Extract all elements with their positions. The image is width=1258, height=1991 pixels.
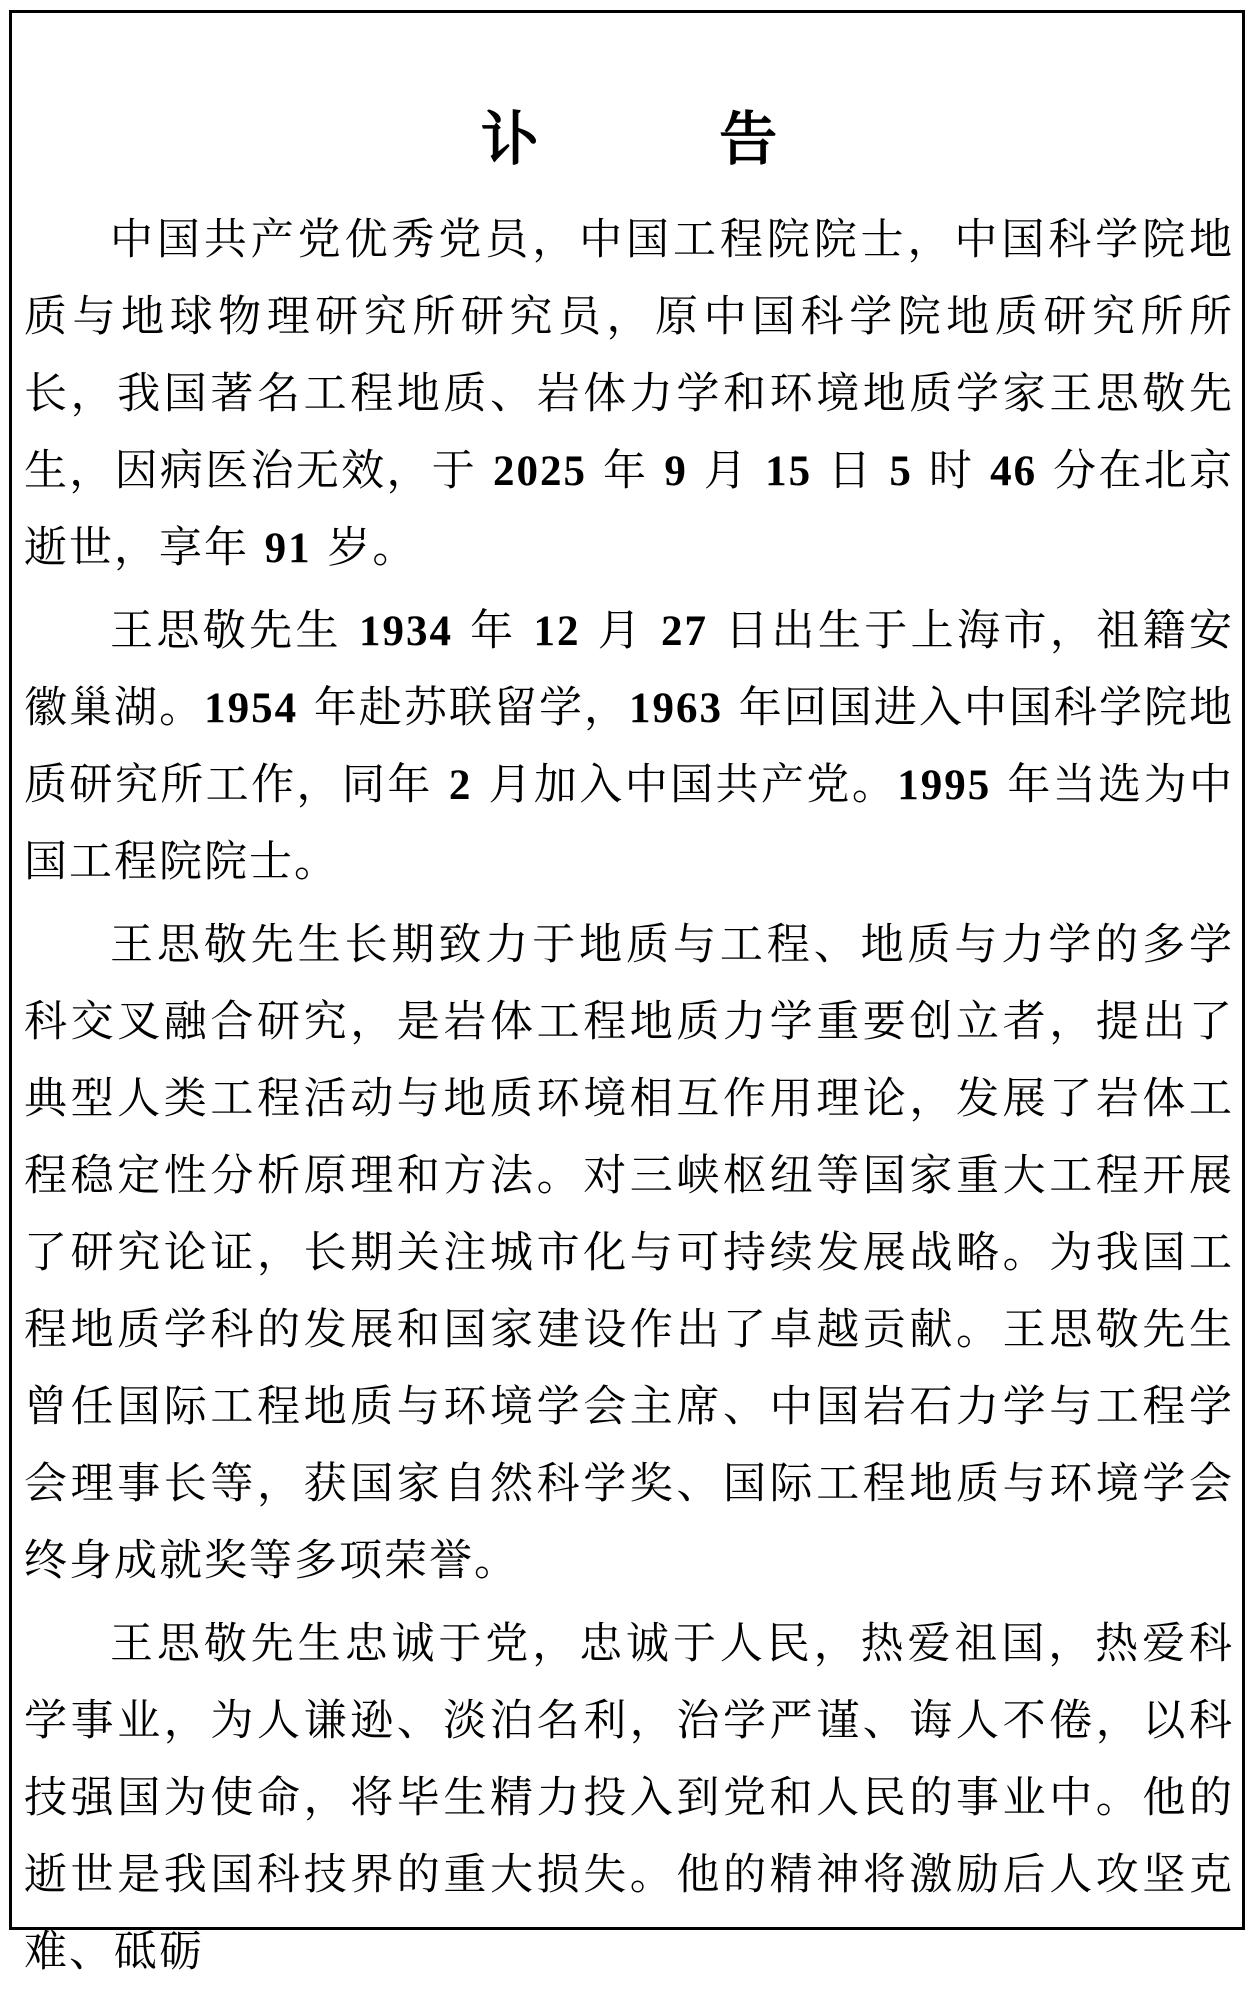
paragraph-1: 中国共产党优秀党员，中国工程院院士，中国科学院地质与地球物理研究所研究员，原中国科学院地质研究所所长，我国著名工程地质、岩体力学和环境地质学家王思敬先生，因病医治无效，于 2025 年 9 月 15 日 5 时 46 分在北京逝世，享年 91 岁。 <box>24 215 1235 573</box>
paragraph-3: 王思敬先生长期致力于地质与工程、地质与力学的多学科交叉融合研究，是岩体工程地质力学重要创立者，提出了典型人类工程活动与地质环境相互作用理论，发展了岩体工程稳定性分析原理和方法。对三峡枢纽等国家重大工程开展了研究论证，长期关注城市化与可持续发展战略。为我国工程地质学科的发展和国家建设作出了卓越贡献。王思敬先生曾任国际工程地质与环境学会主席、中国岩石力学与工程学会理事长等，获国家自然科学奖、国际工程地质与环境学会终身成就奖等多项荣誉。 <box>24 920 1234 1586</box>
page-title: 讣 告 <box>480 105 858 173</box>
paragraph-2: 王思敬先生 1934 年 12 月 27 日出生于上海市，祖籍安徽巢湖。1954 年赴苏联留学，1963 年回国进入中国科学院地质研究所工作，同年 2 月加入中国共产党。1995 年当选为中国工程院院士。 <box>24 606 1235 887</box>
paragraph-4: 王思敬先生忠诚于党，忠诚于人民，热爱祖国，热爱科学事业，为人谦逊、淡泊名利，治学严谨、诲人不倦，以科技强国为使命，将毕生精力投入到党和人民的事业中。他的逝世是我国科技界的重大损失。他的精神将激励后人攻坚克难、砥砺 <box>24 1619 1234 1977</box>
document-body <box>24 202 1234 1991</box>
